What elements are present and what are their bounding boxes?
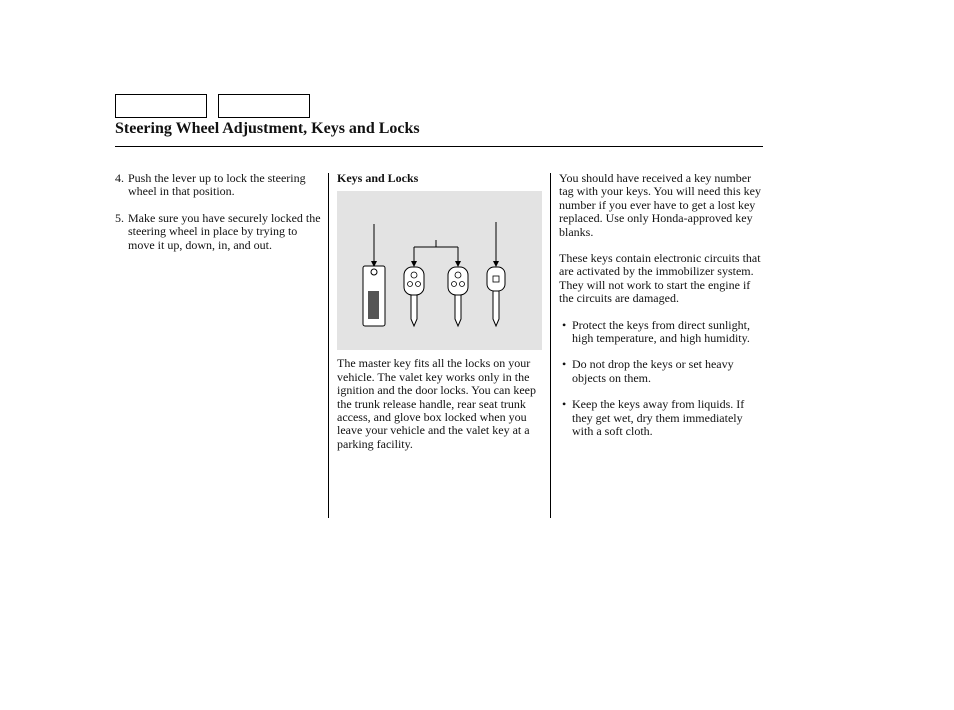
steps-column	[115, 172, 325, 265]
bullet-dot: •	[562, 317, 567, 332]
key-info-column	[559, 172, 764, 452]
bullet-item	[559, 358, 764, 385]
page-title: Steering Wheel Adjustment, Keys and Locks	[115, 120, 420, 137]
bullet-item	[559, 319, 764, 346]
bullet-dot: •	[562, 357, 567, 372]
step-text: Push the lever up to lock the steering wheel in that position.	[128, 171, 306, 199]
master-key-icon	[404, 267, 424, 326]
keys-column	[337, 172, 542, 464]
column-divider-1	[328, 173, 329, 518]
column-divider-2	[550, 173, 551, 518]
bullet-text: Keep the keys away from liquids. If they get wet, dry them immediately with a soft cloth.	[572, 397, 745, 439]
bullet-item	[559, 398, 764, 438]
section-heading: Keys and Locks	[337, 171, 419, 185]
step-text: Make sure you have securely locked the steering wheel in place by trying to move it up, down, in, and out.	[128, 210, 321, 252]
step-item	[115, 172, 325, 199]
step-number: 4.	[115, 171, 124, 185]
master-key-paragraph: The master key fits all the locks on your vehicle. The valet key works only in the ignition and the door locks. You can keep the trunk release handle, rear seat trunk access, and glove box locked when you leave your vehicle and the valet key at a parking facility.	[337, 356, 536, 451]
key-number-tag-icon	[363, 266, 385, 326]
bullet-text: Protect the keys from direct sunlight, high temperature, and high humidity.	[572, 317, 750, 346]
immobilizer-paragraph: These keys contain electronic circuits that are activated by the immobilizer system. They will not work to start the engine if the circuits are damaged.	[559, 251, 761, 306]
master-key-icon	[448, 267, 468, 326]
key-number-paragraph: You should have received a key number tag with your keys. You will need this key number if you ever have to get a lost key replaced. Use only Honda-approved key blanks.	[559, 171, 761, 239]
bullet-dot: •	[562, 397, 567, 412]
bullet-text: Do not drop the keys or set heavy objects on them.	[572, 357, 734, 385]
step-number: 5.	[115, 210, 124, 225]
nav-tab-box-2[interactable]	[218, 94, 310, 118]
title-rule	[115, 146, 763, 147]
nav-tab-box-1[interactable]	[115, 94, 207, 118]
valet-key-icon	[487, 267, 505, 326]
keys-illustration	[337, 191, 542, 350]
step-item	[115, 212, 325, 252]
